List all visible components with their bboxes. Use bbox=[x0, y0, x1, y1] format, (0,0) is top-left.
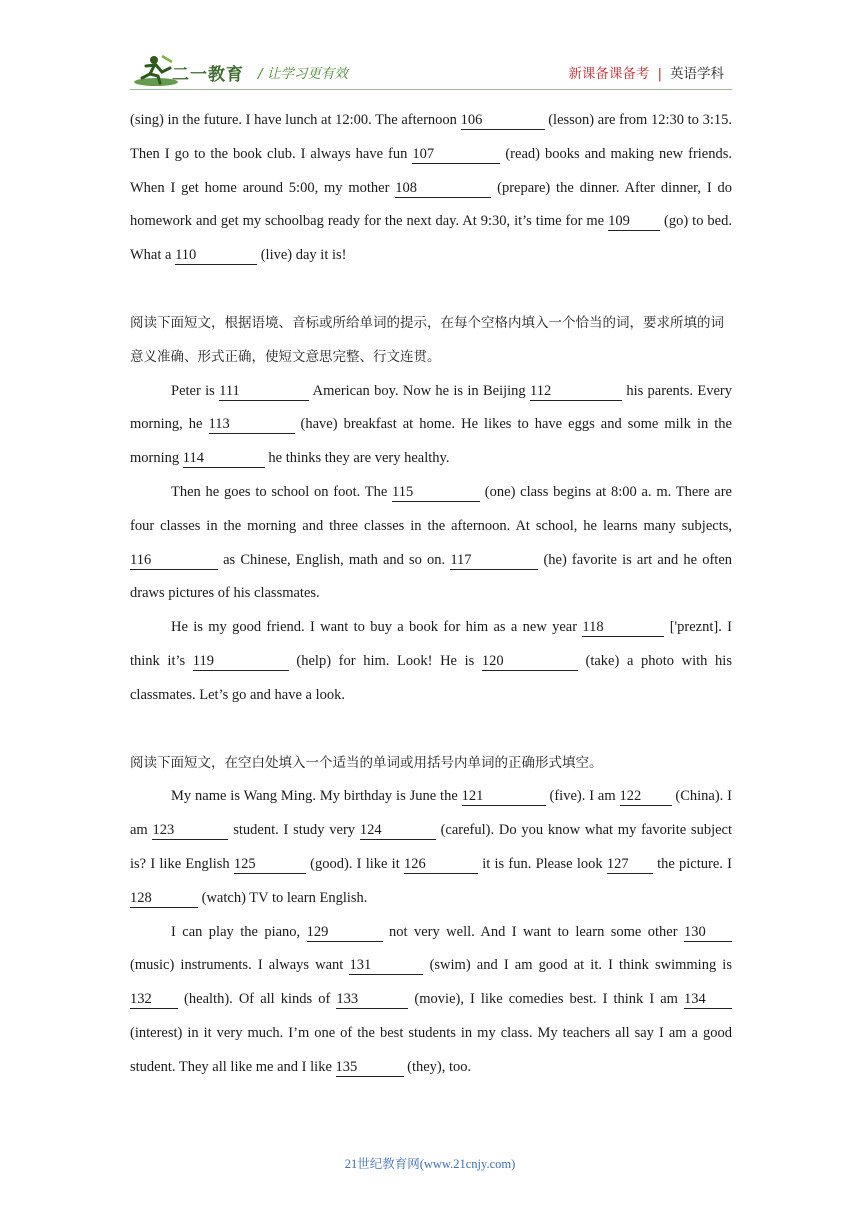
blank-119[interactable]: 119 bbox=[193, 653, 289, 671]
blank-112[interactable]: 112 bbox=[530, 383, 622, 401]
header-subject bbox=[568, 62, 724, 82]
header-course-label: 新课备课备考 bbox=[568, 66, 650, 82]
text: Then he goes to school on foot. The bbox=[171, 483, 393, 500]
text: (take) a photo with his classmates. Let’s go and have a look. bbox=[130, 652, 732, 703]
blank-107[interactable]: 107 bbox=[412, 146, 500, 164]
page-header bbox=[0, 0, 860, 100]
blank-118[interactable]: 118 bbox=[582, 619, 664, 637]
blank-126[interactable]: 126 bbox=[404, 856, 478, 874]
text: (five). I am bbox=[545, 788, 620, 805]
text: (help) for him. Look! He is bbox=[288, 652, 482, 669]
text: the picture. I bbox=[652, 855, 732, 872]
text: (good). I like it bbox=[305, 855, 404, 872]
text: (live) day it is! bbox=[257, 247, 347, 264]
blank-134[interactable]: 134 bbox=[684, 991, 732, 1009]
blank-130[interactable]: 130 bbox=[684, 924, 732, 942]
text: ['preznt]. I think it’s bbox=[130, 619, 733, 669]
text: (China). I am bbox=[130, 788, 733, 839]
blank-135[interactable]: 135 bbox=[336, 1059, 404, 1077]
blank-120[interactable]: 120 bbox=[482, 653, 578, 671]
blank-110[interactable]: 110 bbox=[175, 247, 257, 265]
text: (lesson) are from 12:30 to 3:15. Then I go to the book club. I always have fun bbox=[130, 112, 732, 162]
section2-paragraph-1 bbox=[130, 375, 732, 476]
section3-paragraph-2 bbox=[130, 916, 732, 1085]
blank-109[interactable]: 109 bbox=[608, 213, 660, 231]
document-body bbox=[130, 104, 732, 1085]
text: (music) instruments. I always want bbox=[130, 957, 350, 974]
blank-129[interactable]: 129 bbox=[307, 924, 383, 942]
text: (one) class begins at 8:00 a. m. There are four classes in the morning and three classes in the afternoon. At school, he learns many subjects, bbox=[130, 483, 732, 534]
text: (watch) TV to learn English. bbox=[198, 889, 368, 906]
blank-123[interactable]: 123 bbox=[152, 822, 228, 840]
header-divider bbox=[130, 89, 732, 90]
blank-111[interactable]: 111 bbox=[219, 383, 309, 401]
section2-paragraph-2 bbox=[130, 476, 732, 611]
blank-116[interactable]: 116 bbox=[130, 552, 218, 570]
blank-132[interactable]: 132 bbox=[130, 991, 178, 1009]
spacer bbox=[130, 713, 732, 747]
blank-127[interactable]: 127 bbox=[607, 856, 653, 874]
text: (they), too. bbox=[403, 1058, 472, 1075]
section3-instruction: 阅读下面短文，在空白处填入一个适当的单词或用括号内单词的正确形式填空。 bbox=[130, 754, 603, 771]
blank-131[interactable]: 131 bbox=[349, 957, 423, 975]
text: (go) to bed. What a bbox=[130, 213, 732, 264]
section1-paragraph bbox=[130, 104, 732, 273]
page-footer[interactable]: 21世纪教育网(www.21cnjy.com) bbox=[344, 1157, 516, 1171]
text: as Chinese, English, math and so on. bbox=[218, 551, 451, 568]
logo-text: 二一教育 bbox=[172, 65, 244, 85]
text: (he) favorite is art and he often draws pictures of his classmates. bbox=[130, 551, 733, 602]
slogan: / 让学习更有效 bbox=[258, 66, 348, 82]
text: My name is Wang Ming. My birthday is June the bbox=[171, 788, 462, 805]
text: not very well. And I want to learn some other bbox=[382, 923, 684, 940]
section2-instruction: 阅读下面短文，根据语境、音标或所给单词的提示，在每个空格内填入一个恰当的词，要求所填的词意义准确、形式正确，使短文意思完整、行文连贯。 bbox=[130, 314, 724, 365]
blank-113[interactable]: 113 bbox=[209, 416, 295, 434]
text: he thinks they are very healthy. bbox=[264, 450, 450, 467]
spacer bbox=[130, 273, 732, 307]
header-separator: | bbox=[657, 66, 662, 82]
text: (read) books and making new friends. When I get home around 5:00, my mother bbox=[130, 145, 733, 196]
blank-115[interactable]: 115 bbox=[392, 484, 480, 502]
blank-124[interactable]: 124 bbox=[360, 822, 436, 840]
text: He is my good friend. I want to buy a book for him as a new year bbox=[171, 619, 583, 636]
text: Peter is bbox=[171, 382, 220, 399]
text: his parents. Every morning, he bbox=[130, 382, 732, 433]
text: (sing) in the future. I have lunch at 12:00. The afternoon bbox=[130, 112, 461, 128]
blank-125[interactable]: 125 bbox=[234, 856, 306, 874]
header-subject-label: 英语学科 bbox=[670, 66, 724, 82]
text: (careful). Do you know what my favorite subject is? I like English bbox=[130, 822, 733, 872]
section3-paragraph-1 bbox=[130, 780, 732, 915]
text: (have) breakfast at home. He likes to have eggs and some milk in the morning bbox=[130, 416, 732, 467]
text: (health). Of all kinds of bbox=[178, 991, 337, 1008]
blank-108[interactable]: 108 bbox=[395, 180, 491, 198]
text: it is fun. Please look bbox=[477, 855, 607, 872]
text: (interest) in it very much. I’m one of the best students in my class. My teachers all say I am a good student. They all like me and I like bbox=[130, 1024, 732, 1075]
blank-133[interactable]: 133 bbox=[336, 991, 408, 1009]
text: American boy. Now he is in Beijing bbox=[309, 382, 530, 399]
text: I can play the piano, bbox=[171, 923, 307, 940]
blank-121[interactable]: 121 bbox=[462, 788, 546, 806]
text: (swim) and I am good at it. I think swimming is bbox=[423, 957, 732, 974]
blank-106[interactable]: 106 bbox=[461, 112, 545, 130]
text: student. I study very bbox=[228, 822, 360, 839]
blank-117[interactable]: 117 bbox=[450, 552, 538, 570]
blank-122[interactable]: 122 bbox=[620, 788, 672, 806]
section2-paragraph-3 bbox=[130, 611, 732, 712]
text: (movie), I like comedies best. I think I am bbox=[408, 991, 684, 1008]
blank-128[interactable]: 128 bbox=[130, 890, 198, 908]
blank-114[interactable]: 114 bbox=[183, 450, 265, 468]
text: (prepare) the dinner. After dinner, I do homework and get my schoolbag ready for the next day. At 9:30, it’s time for me bbox=[130, 179, 732, 230]
